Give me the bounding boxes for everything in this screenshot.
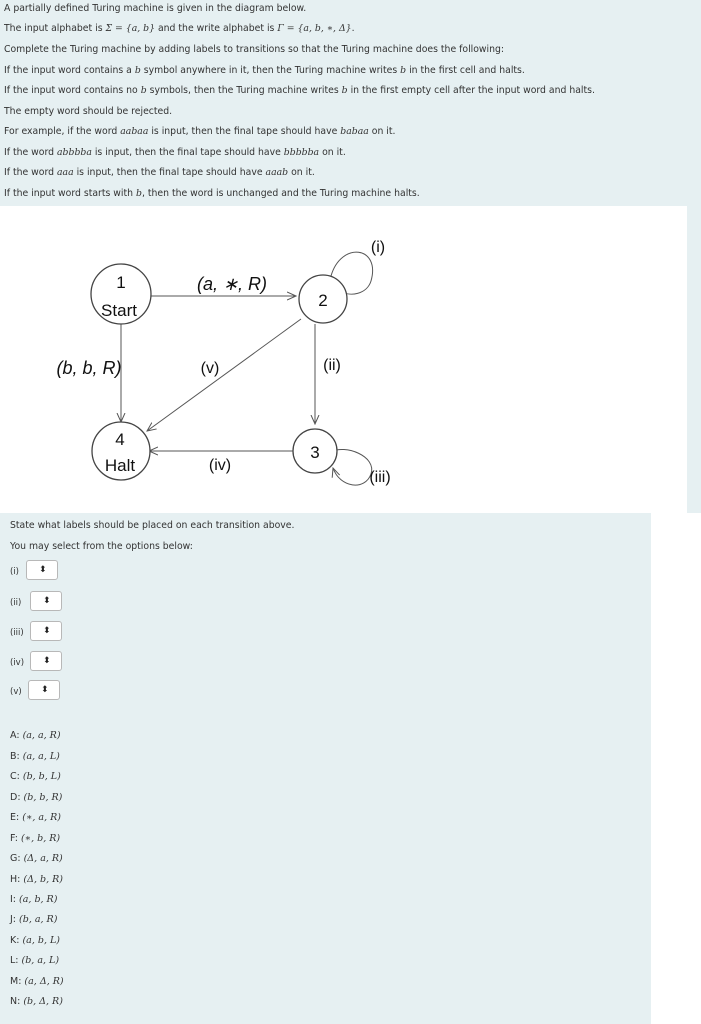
state-3-number: 3	[310, 443, 320, 462]
intro-line-6: The empty word should be rejected.	[4, 106, 173, 117]
intro-line-10: If the input word starts with b, then the word is unchanged and the Turing machine halts.	[4, 188, 420, 199]
edge-label-ii: (ii)	[323, 357, 341, 374]
option-item: N: (b, Δ, R)	[10, 996, 63, 1007]
edge-label-1-4: (b, b, R)	[56, 358, 122, 378]
option-item: D: (b, b, R)	[10, 792, 63, 803]
option-item: I: (a, b, R)	[10, 894, 58, 905]
state-1-name: Start	[101, 301, 137, 320]
edge-label-i: (i)	[370, 239, 386, 256]
intro-line-4: If the input word contains a b symbol anywhere in it, then the Turing machine writes b in the first cell and halts.	[4, 65, 525, 76]
question-hint: You may select from the options below:	[10, 541, 193, 552]
chevron-updown-icon: ⬍	[43, 656, 51, 666]
select-iii[interactable]	[30, 621, 62, 641]
select-ii[interactable]	[30, 591, 62, 611]
option-item: B: (a, a, L)	[10, 751, 60, 762]
chevron-updown-icon: ⬍	[41, 685, 49, 695]
intro-line-2: The input alphabet is Σ = {a, b} and the write alphabet is Γ = {a, b, ∗, Δ}.	[4, 23, 355, 34]
select-v[interactable]	[28, 680, 60, 700]
chevron-updown-icon: ⬍	[43, 626, 51, 636]
chevron-updown-icon: ⬍	[43, 596, 51, 606]
chevron-updown-icon: ⬍	[39, 565, 47, 575]
intro-line-3: Complete the Turing machine by adding labels to transitions so that the Turing machine does the following:	[4, 44, 505, 55]
intro-line-8: If the word abbbba is input, then the final tape should have bbbbba on it.	[4, 147, 346, 158]
option-item: C: (b, b, L)	[10, 771, 61, 782]
state-diagram-svg	[5, 206, 687, 513]
option-item: A: (a, a, R)	[10, 730, 61, 741]
select-label-iv: (iv)	[10, 658, 25, 668]
select-label-ii: (ii)	[10, 598, 22, 608]
edge-2-to-4	[147, 319, 301, 431]
page-margin	[651, 513, 701, 1024]
state-2-number: 2	[318, 291, 328, 310]
state-1-number: 1	[116, 273, 126, 292]
question-prompt: State what labels should be placed on each transition above.	[10, 520, 295, 531]
answer-panel	[0, 513, 651, 1024]
option-item: K: (a, b, L)	[10, 935, 60, 946]
diagram-side-strip	[687, 206, 701, 513]
option-item: L: (b, a, L)	[10, 955, 60, 966]
intro-line-1: A partially defined Turing machine is given in the diagram below.	[4, 3, 307, 14]
edge-label-v: (v)	[200, 360, 220, 377]
option-item: F: (∗, b, R)	[10, 833, 61, 844]
select-label-i: (i)	[10, 567, 19, 577]
state-4-number: 4	[115, 430, 125, 449]
intro-line-7: For example, if the word aabaa is input, then the final tape should have babaa on it.	[4, 126, 396, 137]
select-label-v: (v)	[10, 687, 22, 697]
state-4-name: Halt	[104, 456, 136, 475]
edge-label-iii: (iii)	[369, 469, 391, 486]
intro-line-9: If the word aaa is input, then the final tape should have aaab on it.	[4, 167, 315, 178]
option-item: M: (a, Δ, R)	[10, 976, 64, 987]
option-item: E: (∗, a, R)	[10, 812, 61, 823]
intro-line-5: If the input word contains no b symbols, then the Turing machine writes b in the first empty cell after the input word and halts.	[4, 85, 595, 96]
edge-label-iv: (iv)	[208, 457, 232, 474]
select-iv[interactable]	[30, 651, 62, 671]
turing-machine-diagram	[5, 206, 687, 513]
select-label-iii: (iii)	[10, 628, 24, 638]
instructions-panel	[0, 0, 701, 206]
edge-label-1-2: (a, ∗, R)	[196, 274, 268, 294]
select-i[interactable]	[26, 560, 58, 580]
option-item: H: (Δ, b, R)	[10, 874, 63, 885]
option-item: J: (b, a, R)	[10, 914, 58, 925]
option-item: G: (Δ, a, R)	[10, 853, 63, 864]
